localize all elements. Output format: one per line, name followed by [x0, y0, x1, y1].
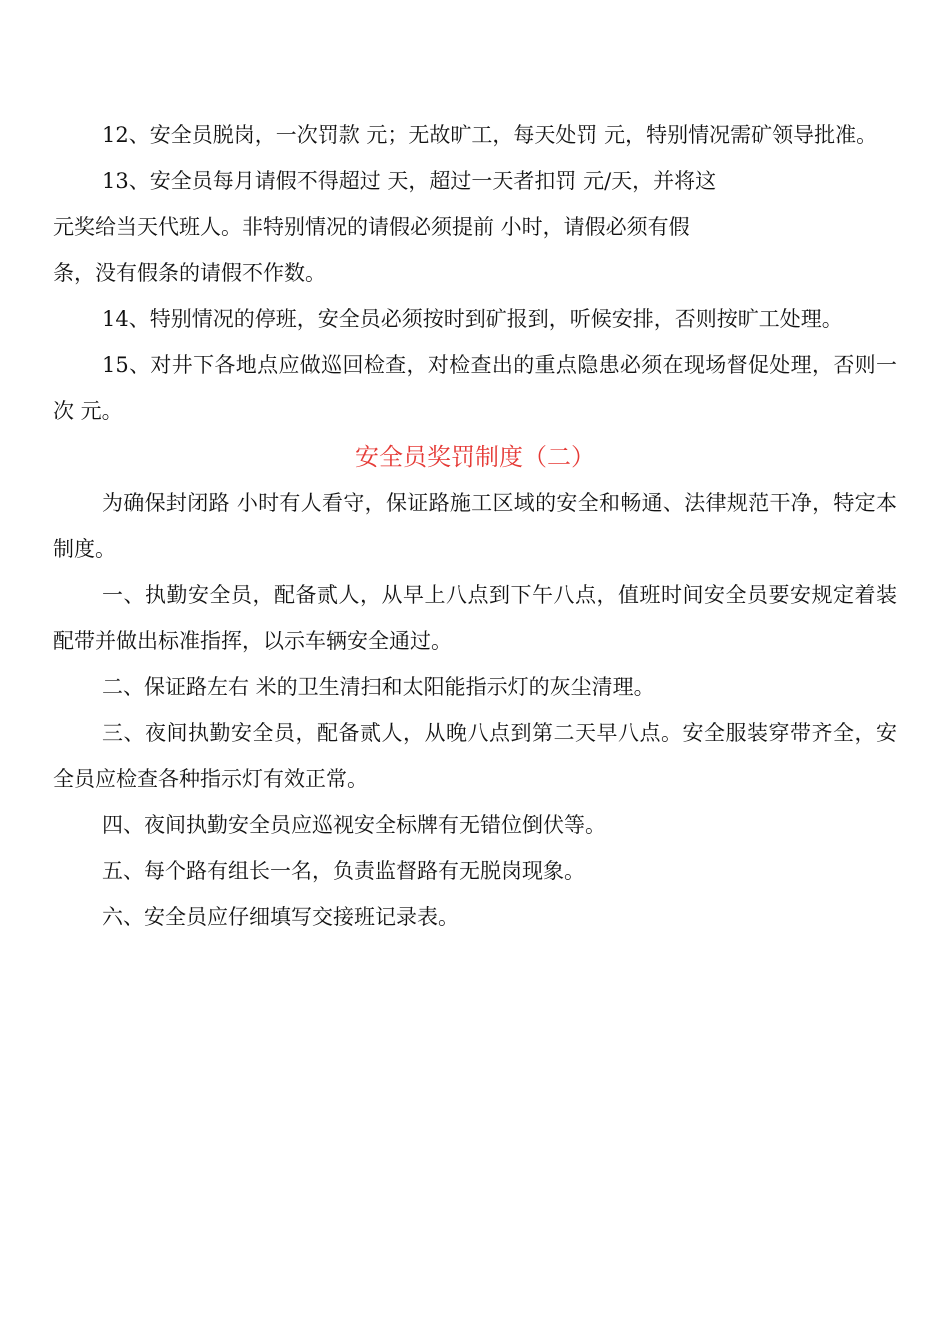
paragraph-13-line-2: 元奖给当天代班人。非特别情况的请假必须提前 小时，请假必须有假	[53, 215, 690, 239]
document-page	[53, 112, 897, 940]
rule-6: 六、安全员应仔细填写交接班记录表。	[102, 905, 459, 929]
paragraph-13-line-1: 13、安全员每月请假不得超过 天，超过一天者扣罚 元/天，并将这	[102, 169, 717, 193]
paragraph-14: 14、特别情况的停班，安全员必须按时到矿报到，听候安排，否则按旷工处理。	[102, 307, 843, 331]
rule-3: 三、夜间执勤安全员，配备贰人，从晚八点到第二天早八点。安全服装穿带齐全，安全员应检查各种指示灯有效正常。	[53, 721, 897, 791]
section-title: 安全员奖罚制度（二）	[355, 443, 595, 471]
rule-4: 四、夜间执勤安全员应巡视安全标牌有无错位倒伏等。	[102, 813, 606, 837]
rule-1: 一、执勤安全员，配备贰人，从早上八点到下午八点，值班时间安全员要安规定着装配带并做出标准指挥，以示车辆安全通过。	[53, 583, 897, 653]
rule-2: 二、保证路左右 米的卫生清扫和太阳能指示灯的灰尘清理。	[102, 675, 655, 699]
rule-intro: 为确保封闭路 小时有人看守，保证路施工区域的安全和畅通、法律规范干净，特定本制度。	[53, 491, 897, 561]
rule-5: 五、每个路有组长一名，负责监督路有无脱岗现象。	[102, 859, 585, 883]
paragraph-13-line-3: 条，没有假条的请假不作数。	[53, 261, 326, 285]
paragraph-15: 15、对井下各地点应做巡回检查，对检查出的重点隐患必须在现场督促处理，否则一次 元。	[53, 353, 897, 423]
paragraph-12: 12、安全员脱岗，一次罚款 元；无故旷工，每天处罚 元，特别情况需矿领导批准。	[102, 123, 878, 147]
